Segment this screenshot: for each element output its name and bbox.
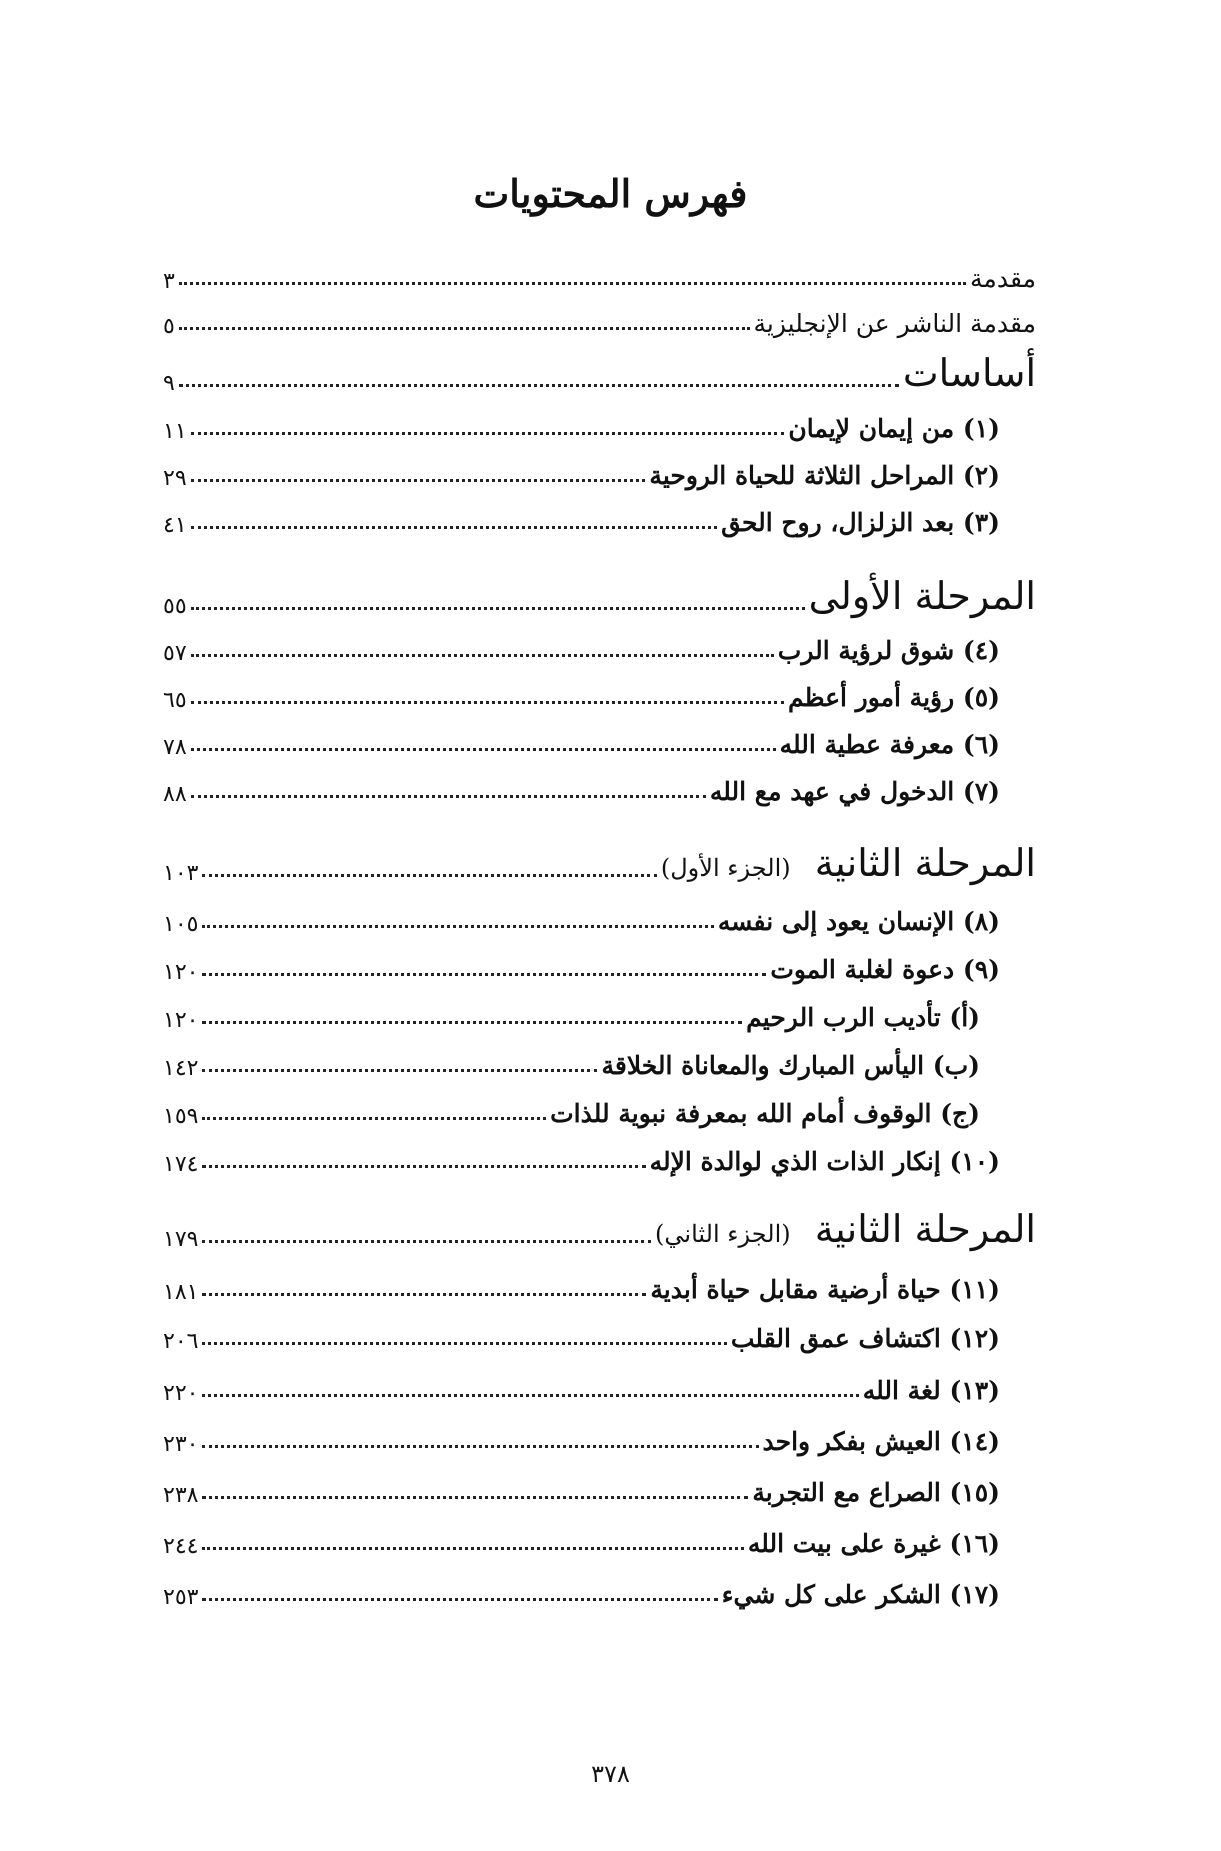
toc-entry-page: ٢٢٠ (163, 1380, 199, 1406)
dot-leader (191, 701, 784, 704)
toc-entry-page: ٧٨ (163, 734, 187, 760)
toc-entry-label: (١٠) إنكار الذات الذي لوالدة الإله (649, 1147, 1000, 1177)
toc-chapter-9 (163, 941, 1036, 985)
toc-section-label: المرحلة الأولى (808, 574, 1036, 619)
toc-chapter-10 (163, 1133, 1036, 1177)
dot-leader (191, 479, 646, 482)
toc-entry-label: (١٣) لغة الله (862, 1376, 1000, 1406)
dot-leader (191, 748, 776, 751)
toc-entry-label: (١٧) الشكر على كل شيء (721, 1580, 1000, 1610)
toc-chapter-16 (163, 1515, 1036, 1559)
toc-entry-page: ٢٤٤ (163, 1533, 199, 1559)
toc-entry-page: ٦٥ (163, 687, 187, 713)
toc-entry-page: ٢٣٠ (163, 1431, 199, 1457)
dot-leader (202, 973, 766, 976)
toc-chapter-3 (163, 494, 1036, 538)
toc-entry-label: (٥) رؤية أمور أعظم (787, 683, 1000, 713)
dot-leader (202, 1394, 858, 1397)
toc-entry-label: مقدمة الناشر عن الإنجليزية (753, 309, 1036, 339)
toc-entry-label: (٦) معرفة عطية الله (779, 730, 1000, 760)
toc-chapter-17 (163, 1566, 1036, 1610)
toc-entry-page: ١٧٤ (163, 1151, 199, 1177)
dot-leader (202, 1547, 743, 1550)
page-title: فهرس المحتويات (473, 171, 748, 216)
dot-leader (202, 1598, 717, 1601)
toc-entry-label: (١١) حياة أرضية مقابل حياة أبدية (650, 1275, 1000, 1305)
dot-leader (202, 1496, 748, 1499)
toc-entry-page: ٨٨ (163, 781, 187, 807)
dot-leader (191, 526, 718, 529)
toc-chapter-5 (163, 669, 1036, 713)
dot-leader (202, 1117, 546, 1120)
toc-subchapter-9c (163, 1085, 1036, 1129)
toc-entry-page: ٢٥٣ (163, 1584, 199, 1610)
toc-entry-page: ١٢٠ (163, 959, 199, 985)
dot-leader (202, 925, 713, 928)
dot-leader (179, 384, 899, 387)
toc-subchapter-9b (163, 1037, 1036, 1081)
toc-entry-label: مقدمة (970, 264, 1036, 294)
toc-chapter-13 (163, 1362, 1036, 1406)
toc-chapter-7 (163, 763, 1036, 807)
dot-leader (202, 1342, 726, 1345)
toc-section-first-stage (163, 565, 1036, 619)
toc-entry-label: (٤) شوق لرؤية الرب (777, 636, 1000, 666)
dot-leader (202, 1240, 651, 1243)
toc-section-foundations (163, 342, 1036, 396)
toc-section-label: أساسات (902, 351, 1036, 396)
toc-entry-page: ١٢٠ (163, 1007, 199, 1033)
toc-chapter-14 (163, 1413, 1036, 1457)
toc-section-title: المرحلة الثانية (814, 1207, 1036, 1252)
toc-entry-label: (٧) الدخول في عهد مع الله (709, 777, 1000, 807)
toc-chapter-6 (163, 716, 1036, 760)
toc-entry-page: ٣ (163, 268, 175, 294)
toc-chapter-12 (163, 1310, 1036, 1354)
toc-entry-label: (ج) الوقوف أمام الله بمعرفة نبوية للذات (550, 1099, 980, 1129)
dot-leader (179, 327, 750, 330)
toc-entry-page: ١١ (163, 418, 187, 444)
toc-entry-publisher-preface (163, 295, 1036, 339)
toc-entry-label: (٣) بعد الزلزال، روح الحق (721, 508, 1000, 538)
dot-leader (191, 432, 785, 435)
toc-entry-introduction (163, 250, 1036, 294)
dot-leader (202, 1165, 645, 1168)
toc-entry-label: (أ) تأديب الرب الرحيم (746, 1003, 980, 1033)
toc-subchapter-9a (163, 989, 1036, 1033)
toc-entry-label: (٩) دعوة لغلبة الموت (770, 955, 1000, 985)
toc-section-label (655, 1208, 1036, 1252)
dot-leader (202, 1021, 742, 1024)
toc-section-second-stage-part2 (163, 1198, 1036, 1252)
toc-entry-page: ٥٧ (163, 640, 187, 666)
toc-chapter-8 (163, 893, 1036, 937)
toc-entry-page: ١٠٥ (163, 911, 199, 937)
dot-leader (202, 1069, 597, 1072)
dot-leader (202, 874, 656, 877)
toc-chapter-2 (163, 447, 1036, 491)
toc-section-title: المرحلة الثانية (814, 841, 1036, 886)
toc-entry-label: (١٢) اكتشاف عمق القلب (730, 1324, 1000, 1354)
toc-entry-label: (١٥) الصراع مع التجربة (752, 1478, 1000, 1508)
toc-entry-label: (٢) المراحل الثلاثة للحياة الروحية (649, 461, 1000, 491)
toc-chapter-15 (163, 1464, 1036, 1508)
toc-section-second-stage-part1 (163, 832, 1036, 886)
dot-leader (191, 795, 706, 798)
toc-entry-page: ٢٩ (163, 465, 187, 491)
toc-entry-page: ١٤٢ (163, 1055, 199, 1081)
dot-leader (191, 654, 774, 657)
toc-chapter-1 (163, 400, 1036, 444)
page-number: ٣٧٨ (591, 1760, 630, 1788)
toc-entry-page: ٢٠٦ (163, 1328, 199, 1354)
toc-entry-label: (ب) اليأس المبارك والمعاناة الخلاقة (601, 1051, 980, 1081)
dot-leader (202, 1293, 646, 1296)
toc-chapter-4 (163, 622, 1036, 666)
toc-entry-page: ٩ (163, 370, 175, 396)
toc-entry-label: (١٤) العيش بفكر واحد (762, 1427, 1000, 1457)
toc-entry-page: ٢٣٨ (163, 1482, 199, 1508)
toc-entry-label: (١) من إيمان لإيمان (788, 414, 1000, 444)
toc-entry-page: ١٧٩ (163, 1226, 199, 1252)
toc-chapter-11 (163, 1261, 1036, 1305)
toc-section-note: (الجزء الأول) (660, 854, 791, 883)
toc-entry-label: (١٦) غيرة على بيت الله (747, 1529, 1000, 1559)
toc-entry-page: ١٨١ (163, 1279, 199, 1305)
toc-entry-page: ١٥٩ (163, 1103, 199, 1129)
toc-entry-page: ١٠٣ (163, 860, 199, 886)
toc-entry-label: (٨) الإنسان يعود إلى نفسه (717, 907, 1000, 937)
toc-entry-page: ٥٥ (163, 593, 187, 619)
dot-leader (191, 607, 805, 610)
dot-leader (202, 1445, 758, 1448)
toc-section-note: (الجزء الثاني) (655, 1220, 791, 1249)
dot-leader (179, 282, 966, 285)
toc-entry-page: ٥ (163, 313, 175, 339)
toc-entry-page: ٤١ (163, 512, 187, 538)
toc-section-label (661, 842, 1036, 886)
